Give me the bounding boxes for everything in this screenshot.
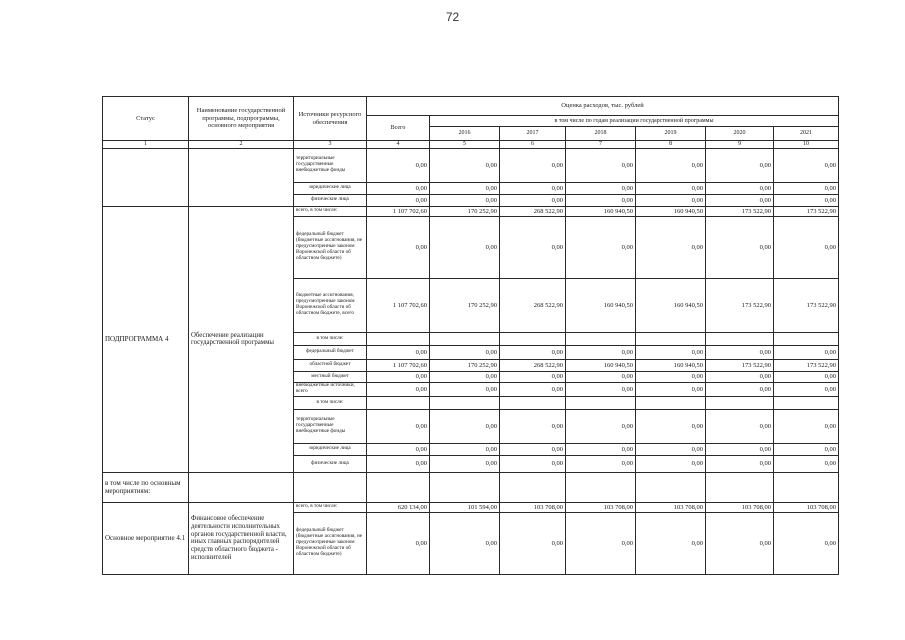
source-cell: внебюджетные источники, всего [294, 382, 367, 396]
value-cell: 0,00 [367, 382, 430, 396]
value-cell: 268 522,90 [500, 359, 566, 371]
value-cell: 103 708,00 [500, 502, 566, 512]
value-cell [367, 472, 430, 502]
value-cell: 1 107 702,60 [367, 278, 430, 332]
column-number: 10 [774, 141, 839, 149]
value-cell: 0,00 [774, 512, 839, 574]
subprogram-name: Обеспечение реализации государственной программы [189, 206, 294, 472]
source-cell: федеральный бюджет (бюджетные ассигнования, не предусмотренные законом Воронежской области об областном бюджете) [294, 512, 367, 574]
source-cell: в том числе: [294, 396, 367, 409]
header-year: 2016 [430, 127, 500, 141]
header-name: Наименование государственной программы, подпрограммы, основного мероприятия [189, 97, 294, 141]
value-cell: 0,00 [430, 512, 500, 574]
source-cell: бюджетные ассигнования, предусмотренные законом Воронежской области об областном бюджете, всего [294, 278, 367, 332]
header-source: Источники ресурсного обеспечения [294, 97, 367, 141]
value-cell: 0,00 [636, 512, 706, 574]
value-cell: 0,00 [774, 182, 839, 194]
value-cell: 0,00 [367, 371, 430, 382]
value-cell: 0,00 [430, 409, 500, 443]
source-cell: физические лица [294, 455, 367, 472]
column-number: 9 [706, 141, 774, 149]
value-cell: 160 940,50 [566, 278, 636, 332]
name-cell [189, 472, 294, 502]
value-cell: 160 940,50 [566, 359, 636, 371]
value-cell: 268 522,90 [500, 206, 566, 216]
value-cell: 0,00 [500, 182, 566, 194]
source-cell [294, 472, 367, 502]
value-cell: 1 107 702,60 [367, 359, 430, 371]
value-cell: 0,00 [566, 194, 636, 206]
value-cell [500, 472, 566, 502]
value-cell [706, 472, 774, 502]
value-cell: 0,00 [706, 182, 774, 194]
value-cell: 170 252,90 [430, 278, 500, 332]
column-number: 3 [294, 141, 367, 149]
value-cell: 0,00 [566, 382, 636, 396]
value-cell [706, 396, 774, 409]
value-cell [636, 332, 706, 345]
source-cell: федеральный бюджет [294, 345, 367, 359]
header-year: 2018 [566, 127, 636, 141]
value-cell: 0,00 [500, 148, 566, 182]
value-cell [430, 332, 500, 345]
table-row [103, 148, 839, 182]
value-cell: 0,00 [706, 371, 774, 382]
value-cell: 0,00 [636, 409, 706, 443]
value-cell: 0,00 [636, 194, 706, 206]
value-cell: 0,00 [566, 512, 636, 574]
value-cell: 620 134,00 [367, 502, 430, 512]
value-cell: 0,00 [636, 216, 706, 278]
value-cell: 0,00 [430, 443, 500, 455]
value-cell: 173 522,90 [706, 359, 774, 371]
value-cell: 0,00 [430, 194, 500, 206]
value-cell: 0,00 [636, 382, 706, 396]
value-cell: 0,00 [706, 148, 774, 182]
header-year: 2020 [706, 127, 774, 141]
value-cell: 0,00 [500, 345, 566, 359]
value-cell: 0,00 [774, 443, 839, 455]
value-cell: 0,00 [774, 455, 839, 472]
column-number: 5 [430, 141, 500, 149]
value-cell: 0,00 [430, 148, 500, 182]
table-row [103, 206, 839, 216]
value-cell [367, 396, 430, 409]
subprogram-status: ПОДПРОГРАММА 4 [103, 206, 189, 472]
source-cell: в том числе: [294, 332, 367, 345]
value-cell: 0,00 [636, 148, 706, 182]
source-cell: местный бюджет [294, 371, 367, 382]
value-cell: 0,00 [367, 409, 430, 443]
value-cell: 0,00 [367, 512, 430, 574]
page-number: 72 [445, 10, 460, 24]
value-cell: 0,00 [774, 148, 839, 182]
value-cell: 0,00 [367, 194, 430, 206]
table-row [103, 502, 839, 512]
value-cell: 0,00 [367, 455, 430, 472]
value-cell: 103 708,00 [706, 502, 774, 512]
value-cell: 0,00 [774, 194, 839, 206]
value-cell: 170 252,90 [430, 206, 500, 216]
value-cell: 0,00 [636, 443, 706, 455]
source-cell: всего, в том числе: [294, 206, 367, 216]
value-cell: 103 708,00 [566, 502, 636, 512]
value-cell: 173 522,90 [706, 206, 774, 216]
value-cell: 1 107 702,60 [367, 206, 430, 216]
event-status: Основное мероприятие 4.1 [103, 502, 189, 574]
value-cell [566, 332, 636, 345]
value-cell: 0,00 [566, 371, 636, 382]
value-cell: 0,00 [636, 371, 706, 382]
value-cell: 0,00 [566, 148, 636, 182]
value-cell: 0,00 [636, 345, 706, 359]
value-cell: 160 940,50 [566, 206, 636, 216]
source-cell: территориальные государственные внебюджетные фонды [294, 148, 367, 182]
value-cell: 173 522,90 [774, 206, 839, 216]
value-cell: 0,00 [367, 443, 430, 455]
column-number: 1 [103, 141, 189, 149]
value-cell: 101 594,00 [430, 502, 500, 512]
value-cell: 0,00 [500, 443, 566, 455]
section-label: в том числе по основным мероприятиям: [103, 472, 189, 502]
source-cell: физические лица [294, 194, 367, 206]
resource-table [102, 96, 839, 575]
value-cell: 0,00 [636, 455, 706, 472]
value-cell: 0,00 [500, 382, 566, 396]
value-cell: 268 522,90 [500, 278, 566, 332]
value-cell: 170 252,90 [430, 359, 500, 371]
value-cell: 160 940,50 [636, 206, 706, 216]
value-cell: 0,00 [706, 443, 774, 455]
value-cell: 0,00 [636, 182, 706, 194]
value-cell [706, 332, 774, 345]
header-year: 2019 [636, 127, 706, 141]
value-cell: 0,00 [500, 455, 566, 472]
value-cell: 103 708,00 [636, 502, 706, 512]
value-cell: 173 522,90 [774, 359, 839, 371]
value-cell [430, 396, 500, 409]
value-cell: 0,00 [566, 409, 636, 443]
value-cell: 0,00 [774, 382, 839, 396]
value-cell: 0,00 [430, 455, 500, 472]
value-cell: 0,00 [430, 182, 500, 194]
value-cell: 0,00 [500, 512, 566, 574]
column-number: 6 [500, 141, 566, 149]
value-cell: 173 522,90 [706, 278, 774, 332]
value-cell [774, 472, 839, 502]
value-cell: 0,00 [500, 216, 566, 278]
value-cell [566, 472, 636, 502]
value-cell: 0,00 [430, 345, 500, 359]
value-cell: 0,00 [566, 443, 636, 455]
value-cell: 0,00 [500, 371, 566, 382]
header-year: 2017 [500, 127, 566, 141]
source-cell: территориальные государственные внебюджетные фонды [294, 409, 367, 443]
value-cell: 0,00 [706, 216, 774, 278]
value-cell: 0,00 [367, 182, 430, 194]
value-cell: 103 708,00 [774, 502, 839, 512]
value-cell: 0,00 [706, 512, 774, 574]
status-cell [103, 148, 189, 206]
value-cell [774, 396, 839, 409]
value-cell: 0,00 [367, 148, 430, 182]
value-cell: 0,00 [430, 371, 500, 382]
value-cell: 0,00 [367, 216, 430, 278]
source-cell: всего, в том числе: [294, 502, 367, 512]
value-cell: 160 940,50 [636, 359, 706, 371]
value-cell: 0,00 [706, 382, 774, 396]
value-cell [430, 472, 500, 502]
value-cell: 160 940,50 [636, 278, 706, 332]
value-cell: 0,00 [774, 345, 839, 359]
value-cell: 0,00 [430, 216, 500, 278]
value-cell: 0,00 [566, 182, 636, 194]
event-name: Финансовое обеспечение деятельности исполнительных органов государственной власти, иных главных распорядителей средств областного бюджета - исполнителей [189, 502, 294, 574]
value-cell: 0,00 [500, 194, 566, 206]
value-cell: 0,00 [774, 409, 839, 443]
source-cell: юридические лица [294, 182, 367, 194]
value-cell: 0,00 [500, 409, 566, 443]
header-estimate: Оценка расходов, тыс. рублей [367, 97, 839, 116]
value-cell [500, 396, 566, 409]
value-cell [566, 396, 636, 409]
column-number: 2 [189, 141, 294, 149]
column-number: 8 [636, 141, 706, 149]
value-cell [500, 332, 566, 345]
value-cell [636, 396, 706, 409]
source-cell: областной бюджет [294, 359, 367, 371]
value-cell [367, 332, 430, 345]
value-cell: 0,00 [430, 382, 500, 396]
value-cell: 0,00 [706, 409, 774, 443]
value-cell: 0,00 [774, 216, 839, 278]
value-cell: 0,00 [367, 345, 430, 359]
value-cell: 0,00 [706, 455, 774, 472]
value-cell: 173 522,90 [774, 278, 839, 332]
table-row [103, 472, 839, 502]
value-cell: 0,00 [706, 345, 774, 359]
header-year: 2021 [774, 127, 839, 141]
value-cell [636, 472, 706, 502]
column-number: 7 [566, 141, 636, 149]
source-cell: юридические лица [294, 443, 367, 455]
value-cell: 0,00 [706, 194, 774, 206]
value-cell: 0,00 [774, 371, 839, 382]
source-cell: федеральный бюджет (бюджетные ассигнования, не предусмотренные законом Воронежской области об областном бюджете) [294, 216, 367, 278]
value-cell [774, 332, 839, 345]
header-status: Статус [103, 97, 189, 141]
value-cell: 0,00 [566, 455, 636, 472]
header-total: Всего [367, 116, 430, 141]
header-by-years: в том числе по годам реализации государственной программы [430, 116, 839, 127]
value-cell: 0,00 [566, 345, 636, 359]
column-number: 4 [367, 141, 430, 149]
value-cell: 0,00 [566, 216, 636, 278]
name-cell [189, 148, 294, 206]
